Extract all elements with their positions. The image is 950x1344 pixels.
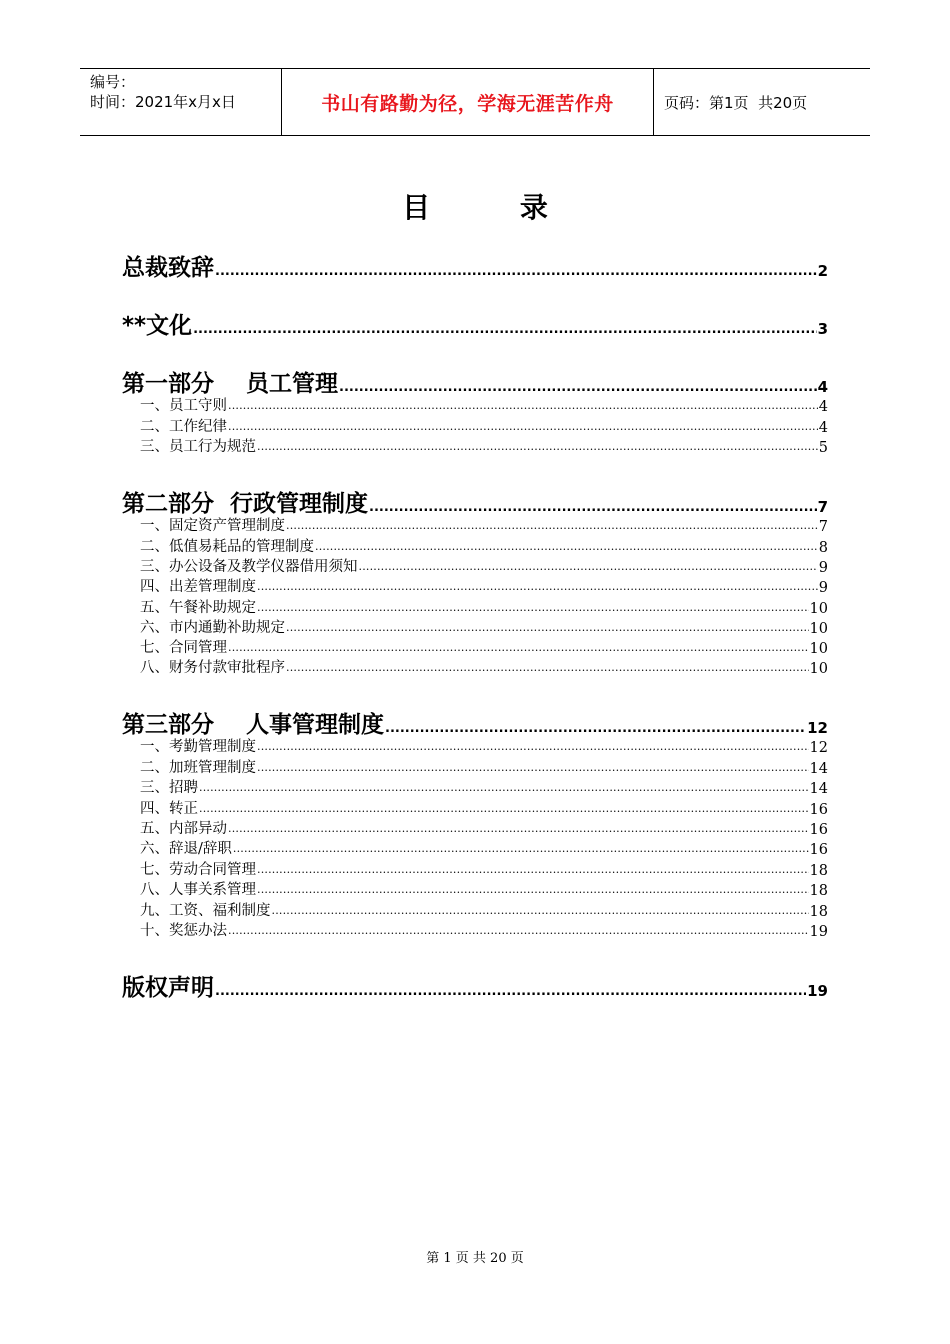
toc-subsection-entry[interactable]: [0, 436, 950, 456]
toc-page-number: 2: [817, 262, 828, 280]
toc-subsection-entry[interactable]: [0, 798, 950, 818]
toc-entry-title: 一、考勤管理制度: [140, 739, 256, 755]
toc-entry-title: 六、辞退/辞职: [140, 841, 232, 857]
toc-entry-title: 第一部分 员工管理: [122, 371, 339, 397]
toc-dot-leader: [228, 822, 809, 838]
toc-subsection-entry[interactable]: [0, 617, 950, 637]
toc-entry-title: 八、财务付款审批程序: [140, 660, 285, 676]
toc-dot-leader: [257, 761, 809, 777]
toc-dot-leader: [257, 440, 818, 456]
toc-dot-leader: [215, 985, 806, 1002]
toc-page-number: 8: [818, 540, 828, 556]
toc-subsection-entry[interactable]: [0, 900, 950, 920]
toc-page-number: 18: [809, 904, 828, 920]
time-label: 时间：2021年x月x日: [90, 93, 236, 111]
toc-page-number: 4: [818, 399, 828, 415]
toc-entry-title: 版权声明: [122, 975, 214, 1001]
toc-subsection-entry[interactable]: [0, 576, 950, 596]
toc-dot-leader: [199, 802, 809, 818]
toc-entry-title: 四、出差管理制度: [140, 579, 256, 595]
toc-entry-title: 七、合同管理: [140, 640, 227, 656]
toc-page-number: 12: [807, 719, 828, 737]
toc-dot-leader: [257, 863, 809, 879]
toc-dot-leader: [233, 842, 809, 858]
toc-subsection-entry[interactable]: [0, 757, 950, 777]
toc-subsection-entry[interactable]: [0, 838, 950, 858]
toc-dot-leader: [228, 399, 818, 415]
toc-subsection-entry[interactable]: [0, 736, 950, 756]
toc-entry-title: 一、员工守则: [140, 398, 227, 414]
toc-page-number: 18: [809, 883, 828, 899]
toc-entry-title: 三、招聘: [140, 780, 198, 796]
toc-page-number: 4: [817, 378, 828, 396]
toc-page-number: 10: [809, 621, 828, 637]
page-footer: 第 1 页 共 20 页: [426, 1251, 524, 1266]
header-meta-cell: [80, 69, 282, 135]
toc-subsection-entry[interactable]: [0, 536, 950, 556]
toc-entry-title: 六、市内通勤补助规定: [140, 620, 285, 636]
toc-subsection-entry[interactable]: [0, 777, 950, 797]
toc-section-entry[interactable]: [0, 312, 950, 340]
toc-page-number: 10: [809, 661, 828, 677]
toc-page-number: 14: [809, 761, 828, 777]
toc-entry-title: 九、工资、福利制度: [140, 903, 271, 919]
toc-entry-title: 三、办公设备及教学仪器借用须知: [140, 559, 358, 575]
toc-dot-leader: [315, 540, 818, 556]
toc-subsection-entry[interactable]: [0, 395, 950, 415]
toc-entry-title: 第三部分 人事管理制度: [122, 712, 385, 738]
toc-subsection-entry[interactable]: [0, 859, 950, 879]
toc-page-number: 16: [809, 802, 828, 818]
toc-page-number: 9: [818, 560, 828, 576]
toc-dot-leader: [257, 883, 809, 899]
toc-subsection-entry[interactable]: [0, 657, 950, 677]
toc-subsection-entry[interactable]: [0, 818, 950, 838]
toc-dot-leader: [286, 661, 809, 677]
toc-dot-leader: [286, 621, 809, 637]
toc-page-number: 7: [818, 519, 828, 535]
toc-entry-title: 第二部分 行政管理制度: [122, 491, 369, 517]
toc-entry-title: 八、人事关系管理: [140, 882, 256, 898]
toc-page-number: 14: [809, 781, 828, 797]
number-label: 编号：: [90, 73, 136, 91]
toc-section-entry[interactable]: [0, 254, 950, 282]
header-motto: 书山有路勤为径，学海无涯苦作舟: [282, 69, 654, 135]
toc-dot-leader: [257, 580, 818, 596]
toc-entry-title: 十、奖惩办法: [140, 923, 227, 939]
toc-dot-leader: [286, 519, 818, 535]
toc-subsection-entry[interactable]: [0, 637, 950, 657]
toc-section-entry[interactable]: [0, 974, 950, 1002]
toc-entry-title: 五、内部异动: [140, 821, 227, 837]
toc-subsection-entry[interactable]: [0, 416, 950, 436]
toc-subsection-entry[interactable]: [0, 515, 950, 535]
toc-subsection-entry[interactable]: [0, 879, 950, 899]
toc-entry-title: 二、加班管理制度: [140, 760, 256, 776]
toc-page-number: 12: [809, 740, 828, 756]
toc-dot-leader: [228, 641, 809, 657]
toc-title: 目 录: [402, 191, 588, 224]
toc-entry-title: 总裁致辞: [122, 255, 214, 281]
toc-entry-title: 五、午餐补助规定: [140, 600, 256, 616]
toc-page-number: 9: [818, 580, 828, 596]
toc-page-number: 18: [809, 863, 828, 879]
toc-subsection-entry[interactable]: [0, 597, 950, 617]
toc-dot-leader: [257, 601, 809, 617]
toc-entry-title: 二、低值易耗品的管理制度: [140, 539, 314, 555]
toc-dot-leader: [228, 420, 818, 436]
toc-dot-leader: [359, 560, 818, 576]
toc-page-number: 3: [817, 320, 828, 338]
toc-dot-leader: [199, 781, 809, 797]
toc-subsection-entry[interactable]: [0, 556, 950, 576]
toc-entry-title: 七、劳动合同管理: [140, 862, 256, 878]
toc-page-number: 19: [809, 924, 828, 940]
toc-page-number: 16: [809, 822, 828, 838]
toc-page-number: 5: [818, 440, 828, 456]
toc-entry-title: **文化: [122, 313, 193, 339]
toc-entry-title: 二、工作纪律: [140, 419, 227, 435]
toc-page-number: 10: [809, 601, 828, 617]
toc-entry-title: 三、员工行为规范: [140, 439, 256, 455]
toc-page-number: 4: [818, 420, 828, 436]
toc-entry-title: 四、转正: [140, 801, 198, 817]
toc-dot-leader: [215, 265, 817, 282]
toc-dot-leader: [257, 740, 809, 756]
toc-subsection-entry[interactable]: [0, 920, 950, 940]
toc-dot-leader: [228, 924, 809, 940]
toc-dot-leader: [193, 323, 817, 340]
toc-page-number: 10: [809, 641, 828, 657]
toc-dot-leader: [272, 904, 809, 920]
toc-page-number: 16: [809, 842, 828, 858]
toc-entry-title: 一、固定资产管理制度: [140, 518, 285, 534]
toc-page-number: 7: [817, 498, 828, 516]
toc-page-number: 19: [807, 982, 828, 1000]
header-page-info: 页码：第1页 共20页: [664, 93, 808, 112]
document-header: [80, 68, 870, 136]
